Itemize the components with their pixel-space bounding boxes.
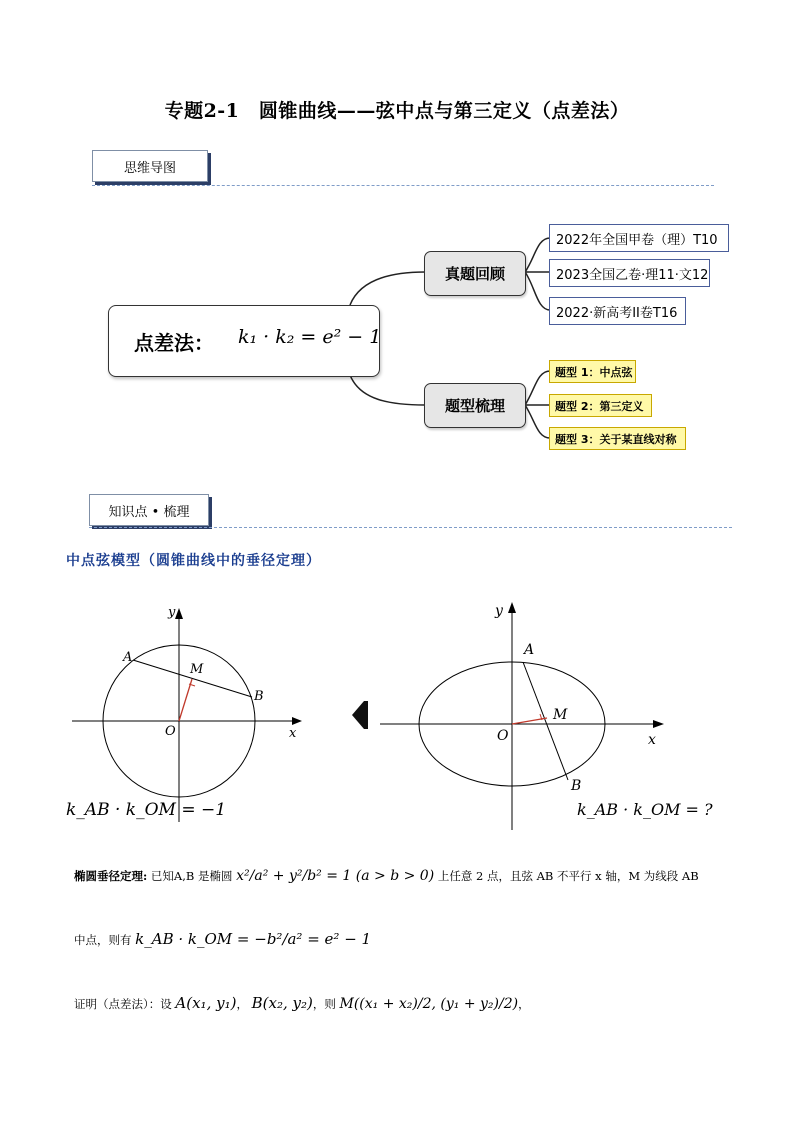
divider	[89, 527, 732, 528]
theorem-lead: 椭圆垂径定理:	[74, 869, 148, 883]
caption-left: k_AB · k_OM = −1	[66, 800, 227, 820]
theorem-text1: 已知A,B 是椭圆	[150, 869, 233, 883]
subheading: 中点弦模型（圆锥曲线中的垂径定理）	[66, 553, 321, 569]
mindmap-leaf: 2022年全国甲卷（理）T10	[549, 224, 729, 252]
mindmap-leaf-type: 题型 3：关于某直线对称	[549, 427, 686, 450]
label-B: B	[571, 778, 582, 794]
proof-point-B: B(x₂, y₂)	[251, 994, 313, 1012]
label-O: O	[497, 728, 509, 744]
proof-midpoint: M((x₁ + x₂)/2, (y₁ + y₂)/2)	[339, 996, 519, 1012]
mindmap-branch-question-types: 题型梳理	[424, 383, 526, 428]
label-O: O	[165, 724, 176, 739]
section-header-knowledge: 知识点 • 梳理	[89, 494, 209, 526]
page-title: 专题2-1 圆锥曲线——弦中点与第三定义（点差法）	[164, 100, 630, 122]
mindmap-root-label: 点差法：	[134, 331, 214, 355]
mindmap-leaf: 2022·新高考II卷T16	[549, 297, 686, 325]
label-B: B	[254, 689, 264, 704]
theorem-line2	[74, 930, 371, 948]
figure-ellipse	[380, 598, 670, 833]
caption-right: k_AB · k_OM = ?	[577, 800, 713, 819]
label-M: M	[190, 662, 204, 677]
label-A: A	[123, 650, 133, 665]
label-y: y	[168, 605, 176, 620]
mindmap-root-formula: k₁ · k₂ = e² − 1	[238, 326, 382, 348]
mindmap-branch-exam-review: 真题回顾	[424, 251, 526, 296]
proof-point-A: A(x₁, y₁)	[175, 994, 237, 1012]
proof-lead: 证明（点差法）：设	[74, 997, 172, 1011]
label-M: M	[553, 707, 568, 723]
proof-line: 证明（点差法）：设 A(x₁, y₁)， B(x₂, y₂)，则 M((x₁ + x₂)/2, (y₁ + y₂)/2)，	[74, 994, 530, 1012]
arrow-left-icon	[352, 701, 372, 729]
label-x: x	[648, 732, 656, 748]
theorem-line2-text: 中点，则有	[74, 933, 132, 947]
theorem-equation: x²/a² + y²/b² = 1 (a > b > 0)	[236, 868, 435, 884]
mindmap-leaf: 2023全国乙卷·理11·文12	[549, 259, 710, 287]
section-header-mindmap: 思维导图	[92, 150, 208, 182]
mindmap-leaf-type: 题型 1：中点弦	[549, 360, 636, 383]
proof-then: ，则	[312, 997, 336, 1011]
figure-circle	[60, 600, 320, 830]
label-A: A	[524, 642, 535, 658]
mindmap-leaf-type: 题型 2：第三定义	[549, 394, 652, 417]
label-x: x	[289, 726, 297, 741]
label-y: y	[495, 603, 503, 619]
theorem-line1	[74, 868, 699, 884]
theorem-line2-equation: k_AB · k_OM = −b²/a² = e² − 1	[135, 930, 372, 948]
theorem-text2: 上任意 2 点，且弦 AB 不平行 x 轴，M 为线段 AB	[437, 869, 699, 883]
